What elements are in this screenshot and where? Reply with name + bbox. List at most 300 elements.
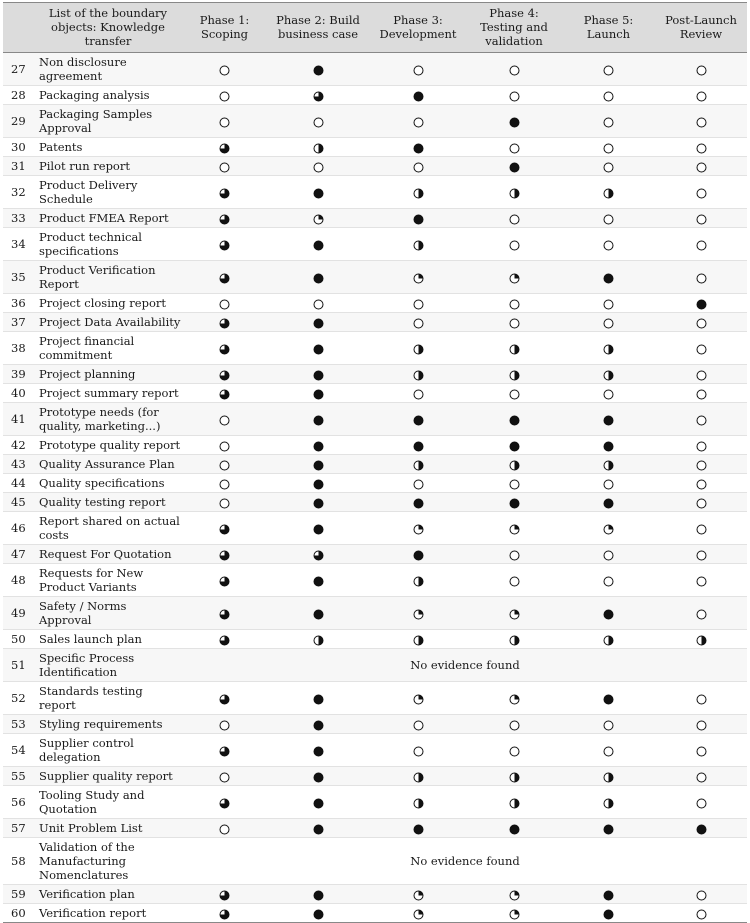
phase-4-cell bbox=[466, 176, 562, 209]
empty-circle-icon bbox=[413, 318, 424, 329]
empty-circle-icon bbox=[696, 65, 707, 76]
empty-circle-icon bbox=[603, 479, 614, 490]
full-circle-icon bbox=[313, 909, 324, 920]
phase-6-cell bbox=[655, 105, 747, 138]
phase-4-cell bbox=[466, 885, 562, 904]
empty-circle-icon bbox=[219, 720, 230, 731]
phase-2-cell bbox=[266, 904, 370, 923]
half-circle-icon bbox=[413, 370, 424, 381]
phase-3-cell bbox=[370, 403, 466, 436]
full-circle-icon bbox=[313, 344, 324, 355]
half-circle-icon bbox=[603, 772, 614, 783]
full-circle-icon bbox=[413, 143, 424, 154]
phase-3-cell bbox=[370, 885, 466, 904]
row-number: 30 bbox=[3, 138, 33, 157]
empty-circle-icon bbox=[696, 498, 707, 509]
phase-6-cell bbox=[655, 176, 747, 209]
full-circle-icon bbox=[313, 720, 324, 731]
quarter-circle-icon bbox=[413, 609, 424, 620]
phase-5-cell bbox=[562, 786, 655, 819]
empty-circle-icon bbox=[413, 117, 424, 128]
phase-5-cell bbox=[562, 597, 655, 630]
empty-circle-icon bbox=[603, 389, 614, 400]
boundary-object-name: Quality specifications bbox=[33, 474, 183, 493]
phase-3-cell bbox=[370, 597, 466, 630]
phase-3-cell bbox=[370, 157, 466, 176]
phase-2-cell bbox=[266, 819, 370, 838]
empty-circle-icon bbox=[603, 299, 614, 310]
empty-circle-icon bbox=[219, 441, 230, 452]
empty-circle-icon bbox=[696, 344, 707, 355]
phase-2-cell bbox=[266, 86, 370, 105]
phase-2-cell bbox=[266, 384, 370, 403]
empty-circle-icon bbox=[219, 479, 230, 490]
full-circle-icon bbox=[313, 772, 324, 783]
phase-1-cell bbox=[183, 365, 266, 384]
half-circle-icon bbox=[603, 635, 614, 646]
full-circle-icon bbox=[413, 550, 424, 561]
boundary-object-name: Non disclosure agreement bbox=[33, 53, 183, 86]
phase-3-cell bbox=[370, 564, 466, 597]
phase-1-cell bbox=[183, 294, 266, 313]
phase-5-cell bbox=[562, 313, 655, 332]
empty-circle-icon bbox=[603, 143, 614, 154]
phase-1-cell bbox=[183, 228, 266, 261]
table-row bbox=[3, 403, 747, 436]
table-body bbox=[3, 53, 747, 923]
phase-6-cell bbox=[655, 819, 747, 838]
three-quarter-circle-icon bbox=[219, 389, 230, 400]
phase-6-cell bbox=[655, 384, 747, 403]
phase-5-cell bbox=[562, 157, 655, 176]
row-number: 54 bbox=[3, 734, 33, 767]
full-circle-icon bbox=[413, 214, 424, 225]
phase-2-cell bbox=[266, 157, 370, 176]
full-circle-icon bbox=[413, 498, 424, 509]
empty-circle-icon bbox=[509, 299, 520, 310]
quarter-circle-icon bbox=[509, 609, 520, 620]
half-circle-icon bbox=[413, 635, 424, 646]
phase-3-cell bbox=[370, 630, 466, 649]
three-quarter-circle-icon bbox=[219, 344, 230, 355]
phase-6-cell bbox=[655, 885, 747, 904]
boundary-object-name: Unit Problem List bbox=[33, 819, 183, 838]
half-circle-icon bbox=[603, 344, 614, 355]
phase-4-cell bbox=[466, 138, 562, 157]
phase-1-cell bbox=[183, 564, 266, 597]
phase-1-cell bbox=[183, 597, 266, 630]
quarter-circle-icon bbox=[509, 524, 520, 535]
phase-2-cell bbox=[266, 455, 370, 474]
phase-4-cell bbox=[466, 493, 562, 512]
row-number: 55 bbox=[3, 767, 33, 786]
table-row bbox=[3, 767, 747, 786]
empty-circle-icon bbox=[413, 389, 424, 400]
boundary-object-name: Tooling Study and Quotation bbox=[33, 786, 183, 819]
phase-3-cell bbox=[370, 767, 466, 786]
full-circle-icon bbox=[603, 498, 614, 509]
phase-1-cell bbox=[183, 786, 266, 819]
phase-2-cell bbox=[266, 436, 370, 455]
boundary-object-name: Packaging analysis bbox=[33, 86, 183, 105]
quarter-circle-icon bbox=[313, 214, 324, 225]
phase-5-cell bbox=[562, 138, 655, 157]
phase-5-cell bbox=[562, 365, 655, 384]
half-circle-icon bbox=[509, 798, 520, 809]
row-number: 53 bbox=[3, 715, 33, 734]
empty-circle-icon bbox=[696, 720, 707, 731]
empty-circle-icon bbox=[509, 65, 520, 76]
phase-4-cell bbox=[466, 261, 562, 294]
empty-circle-icon bbox=[219, 65, 230, 76]
empty-circle-icon bbox=[603, 162, 614, 173]
phase-5-cell bbox=[562, 228, 655, 261]
phase-6-cell bbox=[655, 493, 747, 512]
half-circle-icon bbox=[509, 370, 520, 381]
empty-circle-icon bbox=[509, 550, 520, 561]
table-row bbox=[3, 455, 747, 474]
phase-4-cell bbox=[466, 630, 562, 649]
full-circle-icon bbox=[603, 890, 614, 901]
table-row bbox=[3, 838, 747, 885]
boundary-object-name: Project summary report bbox=[33, 384, 183, 403]
phase-3-cell bbox=[370, 819, 466, 838]
phase-3-cell bbox=[370, 436, 466, 455]
phase-3-cell bbox=[370, 294, 466, 313]
full-circle-icon bbox=[313, 746, 324, 757]
no-evidence-note: No evidence found bbox=[183, 838, 747, 885]
full-circle-icon bbox=[696, 824, 707, 835]
boundary-object-name: Verification report bbox=[33, 904, 183, 923]
full-circle-icon bbox=[313, 65, 324, 76]
phase-4-cell bbox=[466, 545, 562, 564]
empty-circle-icon bbox=[219, 91, 230, 102]
row-number: 40 bbox=[3, 384, 33, 403]
table-row bbox=[3, 138, 747, 157]
phase-1-cell bbox=[183, 734, 266, 767]
full-circle-icon bbox=[313, 479, 324, 490]
table-row bbox=[3, 597, 747, 630]
phase-3-cell bbox=[370, 786, 466, 819]
phase-6-cell bbox=[655, 630, 747, 649]
full-circle-icon bbox=[509, 415, 520, 426]
quarter-circle-icon bbox=[413, 909, 424, 920]
phase-5-cell bbox=[562, 86, 655, 105]
header-phase-2: Phase 2: Build business case bbox=[266, 3, 370, 53]
header-phase-5: Phase 5: Launch bbox=[562, 3, 655, 53]
phase-6-cell bbox=[655, 564, 747, 597]
empty-circle-icon bbox=[509, 318, 520, 329]
phase-6-cell bbox=[655, 365, 747, 384]
phase-4-cell bbox=[466, 474, 562, 493]
half-circle-icon bbox=[413, 798, 424, 809]
table-row bbox=[3, 682, 747, 715]
phase-3-cell bbox=[370, 545, 466, 564]
phase-2-cell bbox=[266, 53, 370, 86]
table-row bbox=[3, 332, 747, 365]
phase-6-cell bbox=[655, 294, 747, 313]
phase-5-cell bbox=[562, 455, 655, 474]
quarter-circle-icon bbox=[413, 524, 424, 535]
full-circle-icon bbox=[313, 389, 324, 400]
row-number: 31 bbox=[3, 157, 33, 176]
empty-circle-icon bbox=[413, 720, 424, 731]
phase-3-cell bbox=[370, 228, 466, 261]
row-number: 44 bbox=[3, 474, 33, 493]
empty-circle-icon bbox=[509, 389, 520, 400]
phase-5-cell bbox=[562, 904, 655, 923]
phase-1-cell bbox=[183, 474, 266, 493]
phase-6-cell bbox=[655, 545, 747, 564]
boundary-object-name: Project financial commitment bbox=[33, 332, 183, 365]
phase-4-cell bbox=[466, 819, 562, 838]
table-row bbox=[3, 819, 747, 838]
phase-6-cell bbox=[655, 474, 747, 493]
full-circle-icon bbox=[509, 162, 520, 173]
no-evidence-note: No evidence found bbox=[183, 649, 747, 682]
full-circle-icon bbox=[313, 609, 324, 620]
full-circle-icon bbox=[603, 273, 614, 284]
full-circle-icon bbox=[603, 824, 614, 835]
phase-2-cell bbox=[266, 105, 370, 138]
three-quarter-circle-icon bbox=[219, 240, 230, 251]
table-row bbox=[3, 261, 747, 294]
quarter-circle-icon bbox=[413, 890, 424, 901]
phase-4-cell bbox=[466, 332, 562, 365]
row-number: 37 bbox=[3, 313, 33, 332]
boundary-object-name: Product Verification Report bbox=[33, 261, 183, 294]
boundary-object-name: Product Delivery Schedule bbox=[33, 176, 183, 209]
full-circle-icon bbox=[313, 498, 324, 509]
phase-4-cell bbox=[466, 734, 562, 767]
row-number: 56 bbox=[3, 786, 33, 819]
row-number: 29 bbox=[3, 105, 33, 138]
three-quarter-circle-icon bbox=[219, 890, 230, 901]
empty-circle-icon bbox=[696, 460, 707, 471]
three-quarter-circle-icon bbox=[219, 188, 230, 199]
phase-3-cell bbox=[370, 474, 466, 493]
quarter-circle-icon bbox=[413, 694, 424, 705]
empty-circle-icon bbox=[509, 143, 520, 154]
phase-3-cell bbox=[370, 53, 466, 86]
three-quarter-circle-icon bbox=[219, 635, 230, 646]
empty-circle-icon bbox=[696, 798, 707, 809]
boundary-object-name: Requests for New Product Variants bbox=[33, 564, 183, 597]
phase-2-cell bbox=[266, 294, 370, 313]
table-row bbox=[3, 105, 747, 138]
table-row bbox=[3, 313, 747, 332]
full-circle-icon bbox=[313, 273, 324, 284]
phase-4-cell bbox=[466, 53, 562, 86]
empty-circle-icon bbox=[696, 91, 707, 102]
full-circle-icon bbox=[413, 441, 424, 452]
full-circle-icon bbox=[313, 694, 324, 705]
empty-circle-icon bbox=[603, 91, 614, 102]
half-circle-icon bbox=[509, 344, 520, 355]
full-circle-icon bbox=[313, 890, 324, 901]
empty-circle-icon bbox=[696, 890, 707, 901]
empty-circle-icon bbox=[509, 479, 520, 490]
phase-6-cell bbox=[655, 455, 747, 474]
row-number: 48 bbox=[3, 564, 33, 597]
phase-4-cell bbox=[466, 294, 562, 313]
phase-2-cell bbox=[266, 564, 370, 597]
quarter-circle-icon bbox=[413, 273, 424, 284]
full-circle-icon bbox=[509, 441, 520, 452]
phase-5-cell bbox=[562, 564, 655, 597]
half-circle-icon bbox=[603, 460, 614, 471]
empty-circle-icon bbox=[603, 576, 614, 587]
table-row bbox=[3, 493, 747, 512]
row-number: 42 bbox=[3, 436, 33, 455]
row-number: 58 bbox=[3, 838, 33, 885]
full-circle-icon bbox=[603, 694, 614, 705]
phase-4-cell bbox=[466, 157, 562, 176]
empty-circle-icon bbox=[413, 746, 424, 757]
empty-circle-icon bbox=[509, 746, 520, 757]
phase-5-cell bbox=[562, 209, 655, 228]
phase-4-cell bbox=[466, 597, 562, 630]
full-circle-icon bbox=[509, 824, 520, 835]
row-number: 34 bbox=[3, 228, 33, 261]
empty-circle-icon bbox=[696, 609, 707, 620]
empty-circle-icon bbox=[696, 576, 707, 587]
phase-6-cell bbox=[655, 767, 747, 786]
phase-1-cell bbox=[183, 157, 266, 176]
half-circle-icon bbox=[413, 772, 424, 783]
header-num bbox=[3, 3, 33, 53]
row-number: 39 bbox=[3, 365, 33, 384]
empty-circle-icon bbox=[413, 299, 424, 310]
phase-5-cell bbox=[562, 403, 655, 436]
table-row bbox=[3, 157, 747, 176]
row-number: 28 bbox=[3, 86, 33, 105]
phase-5-cell bbox=[562, 545, 655, 564]
table-row bbox=[3, 786, 747, 819]
phase-2-cell bbox=[266, 176, 370, 209]
full-circle-icon bbox=[313, 576, 324, 587]
full-circle-icon bbox=[509, 498, 520, 509]
phase-5-cell bbox=[562, 384, 655, 403]
phase-4-cell bbox=[466, 436, 562, 455]
phase-6-cell bbox=[655, 313, 747, 332]
half-circle-icon bbox=[509, 635, 520, 646]
table-row bbox=[3, 209, 747, 228]
half-circle-icon bbox=[696, 635, 707, 646]
phase-2-cell bbox=[266, 682, 370, 715]
phase-1-cell bbox=[183, 436, 266, 455]
full-circle-icon bbox=[313, 415, 324, 426]
header-boundary-objects: List of the boundary objects: Knowledge transfer bbox=[33, 3, 183, 53]
row-number: 52 bbox=[3, 682, 33, 715]
phase-1-cell bbox=[183, 209, 266, 228]
half-circle-icon bbox=[509, 772, 520, 783]
table-row bbox=[3, 630, 747, 649]
phase-1-cell bbox=[183, 630, 266, 649]
phase-5-cell bbox=[562, 885, 655, 904]
phase-3-cell bbox=[370, 261, 466, 294]
row-number: 33 bbox=[3, 209, 33, 228]
boundary-object-name: Project Data Availability bbox=[33, 313, 183, 332]
row-number: 51 bbox=[3, 649, 33, 682]
phase-6-cell bbox=[655, 332, 747, 365]
phase-2-cell bbox=[266, 332, 370, 365]
phase-4-cell bbox=[466, 786, 562, 819]
phase-3-cell bbox=[370, 384, 466, 403]
phase-4-cell bbox=[466, 455, 562, 474]
row-number: 49 bbox=[3, 597, 33, 630]
phase-5-cell bbox=[562, 474, 655, 493]
half-circle-icon bbox=[413, 344, 424, 355]
empty-circle-icon bbox=[696, 370, 707, 381]
phase-2-cell bbox=[266, 365, 370, 384]
table-row bbox=[3, 885, 747, 904]
phase-5-cell bbox=[562, 176, 655, 209]
phase-5-cell bbox=[562, 294, 655, 313]
half-circle-icon bbox=[413, 460, 424, 471]
three-quarter-circle-icon bbox=[219, 798, 230, 809]
empty-circle-icon bbox=[413, 162, 424, 173]
phase-2-cell bbox=[266, 493, 370, 512]
three-quarter-circle-icon bbox=[219, 694, 230, 705]
table-row bbox=[3, 294, 747, 313]
full-circle-icon bbox=[509, 117, 520, 128]
boundary-object-name: Safety / Norms Approval bbox=[33, 597, 183, 630]
table-row bbox=[3, 53, 747, 86]
phase-1-cell bbox=[183, 767, 266, 786]
empty-circle-icon bbox=[603, 240, 614, 251]
empty-circle-icon bbox=[603, 720, 614, 731]
phase-2-cell bbox=[266, 261, 370, 294]
header-row bbox=[3, 3, 747, 53]
boundary-object-name: Quality testing report bbox=[33, 493, 183, 512]
boundary-object-name: Project planning bbox=[33, 365, 183, 384]
table-row bbox=[3, 176, 747, 209]
phase-1-cell bbox=[183, 105, 266, 138]
half-circle-icon bbox=[313, 143, 324, 154]
phase-5-cell bbox=[562, 734, 655, 767]
phase-6-cell bbox=[655, 436, 747, 455]
phase-3-cell bbox=[370, 493, 466, 512]
table-row bbox=[3, 904, 747, 923]
phase-1-cell bbox=[183, 493, 266, 512]
empty-circle-icon bbox=[696, 162, 707, 173]
empty-circle-icon bbox=[696, 746, 707, 757]
table-row bbox=[3, 436, 747, 455]
half-circle-icon bbox=[509, 188, 520, 199]
empty-circle-icon bbox=[696, 389, 707, 400]
table-row bbox=[3, 545, 747, 564]
row-number: 60 bbox=[3, 904, 33, 923]
empty-circle-icon bbox=[603, 117, 614, 128]
phase-5-cell bbox=[562, 630, 655, 649]
phase-4-cell bbox=[466, 365, 562, 384]
full-circle-icon bbox=[313, 798, 324, 809]
phase-1-cell bbox=[183, 512, 266, 545]
empty-circle-icon bbox=[219, 162, 230, 173]
phase-5-cell bbox=[562, 715, 655, 734]
half-circle-icon bbox=[413, 240, 424, 251]
phase-6-cell bbox=[655, 734, 747, 767]
full-circle-icon bbox=[313, 318, 324, 329]
full-circle-icon bbox=[413, 824, 424, 835]
full-circle-icon bbox=[603, 609, 614, 620]
full-circle-icon bbox=[313, 188, 324, 199]
full-circle-icon bbox=[603, 909, 614, 920]
phase-2-cell bbox=[266, 209, 370, 228]
phase-6-cell bbox=[655, 512, 747, 545]
full-circle-icon bbox=[413, 415, 424, 426]
